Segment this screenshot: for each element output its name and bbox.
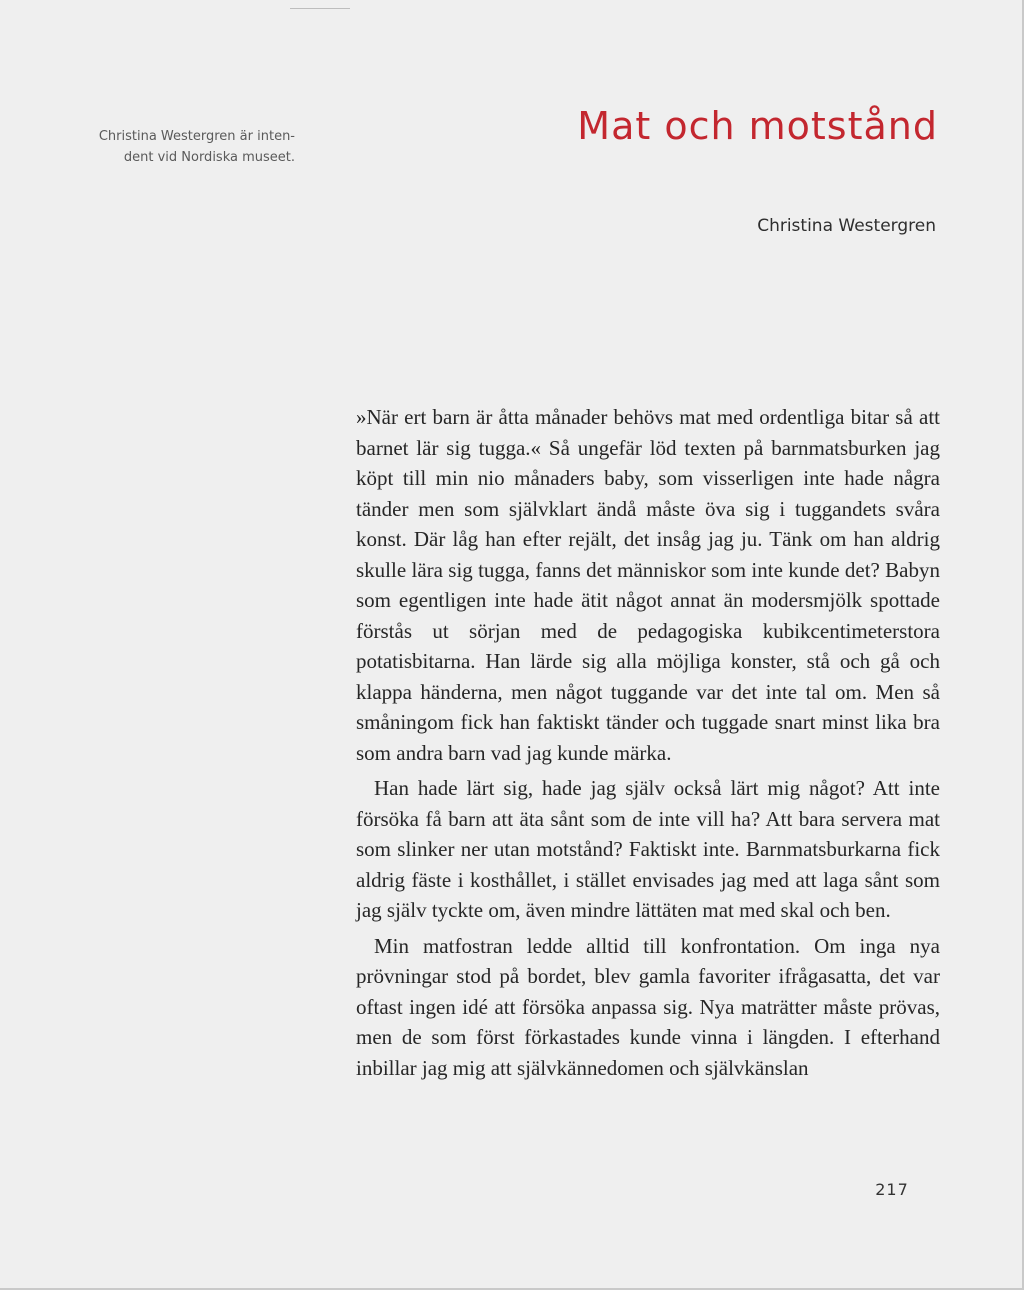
article-title: Mat och motstånd — [577, 104, 938, 148]
top-rule — [290, 8, 350, 9]
author-note — [50, 126, 295, 168]
author-note-line-1: Christina Westergren är inten- — [98, 129, 295, 144]
paragraph-3: Min matfostran ledde alltid till konfrontation. Om inga nya prövningar stod på bordet, blev gamla favoriter ifrågasatta, det var oftast ingen idé att försöka anpassa sig. Nya maträtter måste prövas, men de som först förkastades kunde vinna i längden. I efterhand inbillar jag mig att självkännedomen och självkänslan — [356, 933, 940, 1080]
page-number: 217 — [875, 1180, 909, 1199]
author-note-line-2: dent vid Nordiska museet. — [123, 150, 295, 165]
paragraph-1: »När ert barn är åtta månader behövs mat med ordentliga bitar så att barnet lär sig tugga.« Så ungefär löd texten på barnmatsburken jag köpt till min nio månaders baby, som visserligen inte hade några tänder men som självklart ändå måste öva sig i tuggandets svåra konst. Där låg han efter rejält, det insåg jag ju. Tänk om han aldrig skulle lära sig tugga, fanns det människor som inte kunde det? Babyn som egentligen inte hade ätit något annat än modersmjölk spottade förstås ut sörjan med de pedagogiska kubikcentimeterstora potatisbitarna. Han lärde sig alla möjliga konster, stå och gå och klappa händerna, men något tuggande var det inte tal om. Men så småningom fick han faktiskt tänder och tuggade snart minst lika bra som andra barn vad jag kunde märka. — [356, 405, 940, 765]
paragraph-2: Han hade lärt sig, hade jag själv också lärt mig något? Att inte försöka få barn att äta sånt som de inte vill ha? Att bara servera mat som slinker ner utan motstånd? Faktiskt inte. Barnmatsburkarna fick aldrig fäste i kosthållet, i stället envisades jag med att laga sånt som jag själv tyckte om, även mindre lättäten mat med skal och ben. — [356, 776, 940, 922]
article-author: Christina Westergren — [757, 216, 936, 236]
article-body — [356, 402, 940, 1083]
